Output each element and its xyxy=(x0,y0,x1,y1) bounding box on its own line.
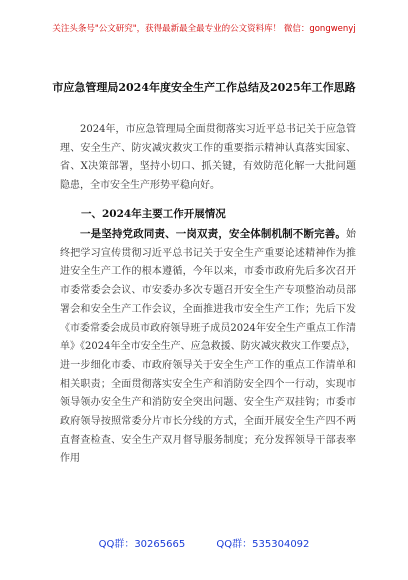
promo-banner: 关注头条号"公文研究"，获得最新最全最专业的公文资料库！ 微信：gongwenyj xyxy=(52,24,356,34)
contact-footer xyxy=(0,535,408,550)
subsection-paragraph xyxy=(60,225,356,469)
subsection-heading: 一是坚持党政同责、一岗双责，安全体制机制不断完善。 xyxy=(80,228,346,240)
document-title: 市应急管理局2024年度安全生产工作总结及2025年工作思路 xyxy=(52,81,356,94)
qq-group-2: QQ群：535304092 xyxy=(216,539,310,550)
section-heading: 一、2024年主要工作开展情况 xyxy=(81,208,226,220)
subsection-body: 始终把学习宣传贯彻习近平总书记关于安全生产重要论述精神作为推进安全生产工作的根本遵循，今年以来，市委市政府先后多次召开市委常委会会议、市安委办多次专题召开安全生产专项整治动员部署会和安全生产工作会议，全面推进我市安全生产工作；先后下发《市委常委会成员市政府领导班子成员2024年安全生产重点工作清单》《2024年全市安全生产、应急救援、防灾减灾救灾工作要点》，进一步细化市委、市政府领导关于安全生产工作的重点工作清单和相关职责；全面贯彻落实安全生产和消防安全四个一行动，实现市领导领办安全生产和消防安全突出问题、安全生产双挂钩；市委市政府领导按照常委分片市长分线的方式，全面开展安全生产四不两直督查检查、安全生产双月督导服务制度；充分发挥领导干部表率作用 xyxy=(60,229,356,465)
intro-paragraph: 2024年，市应急管理局全面贯彻落实习近平总书记关于应急管理、安全生产、防灾减灾救灾工作的重要指示精神认真落实国家、省、X决策部署，坚持小切口、抓关键，有效防范化解一大批问题隐患，全市安全生产形势平稳向好。 xyxy=(60,124,356,192)
qq-group-1: QQ群：30265665 xyxy=(98,539,186,550)
